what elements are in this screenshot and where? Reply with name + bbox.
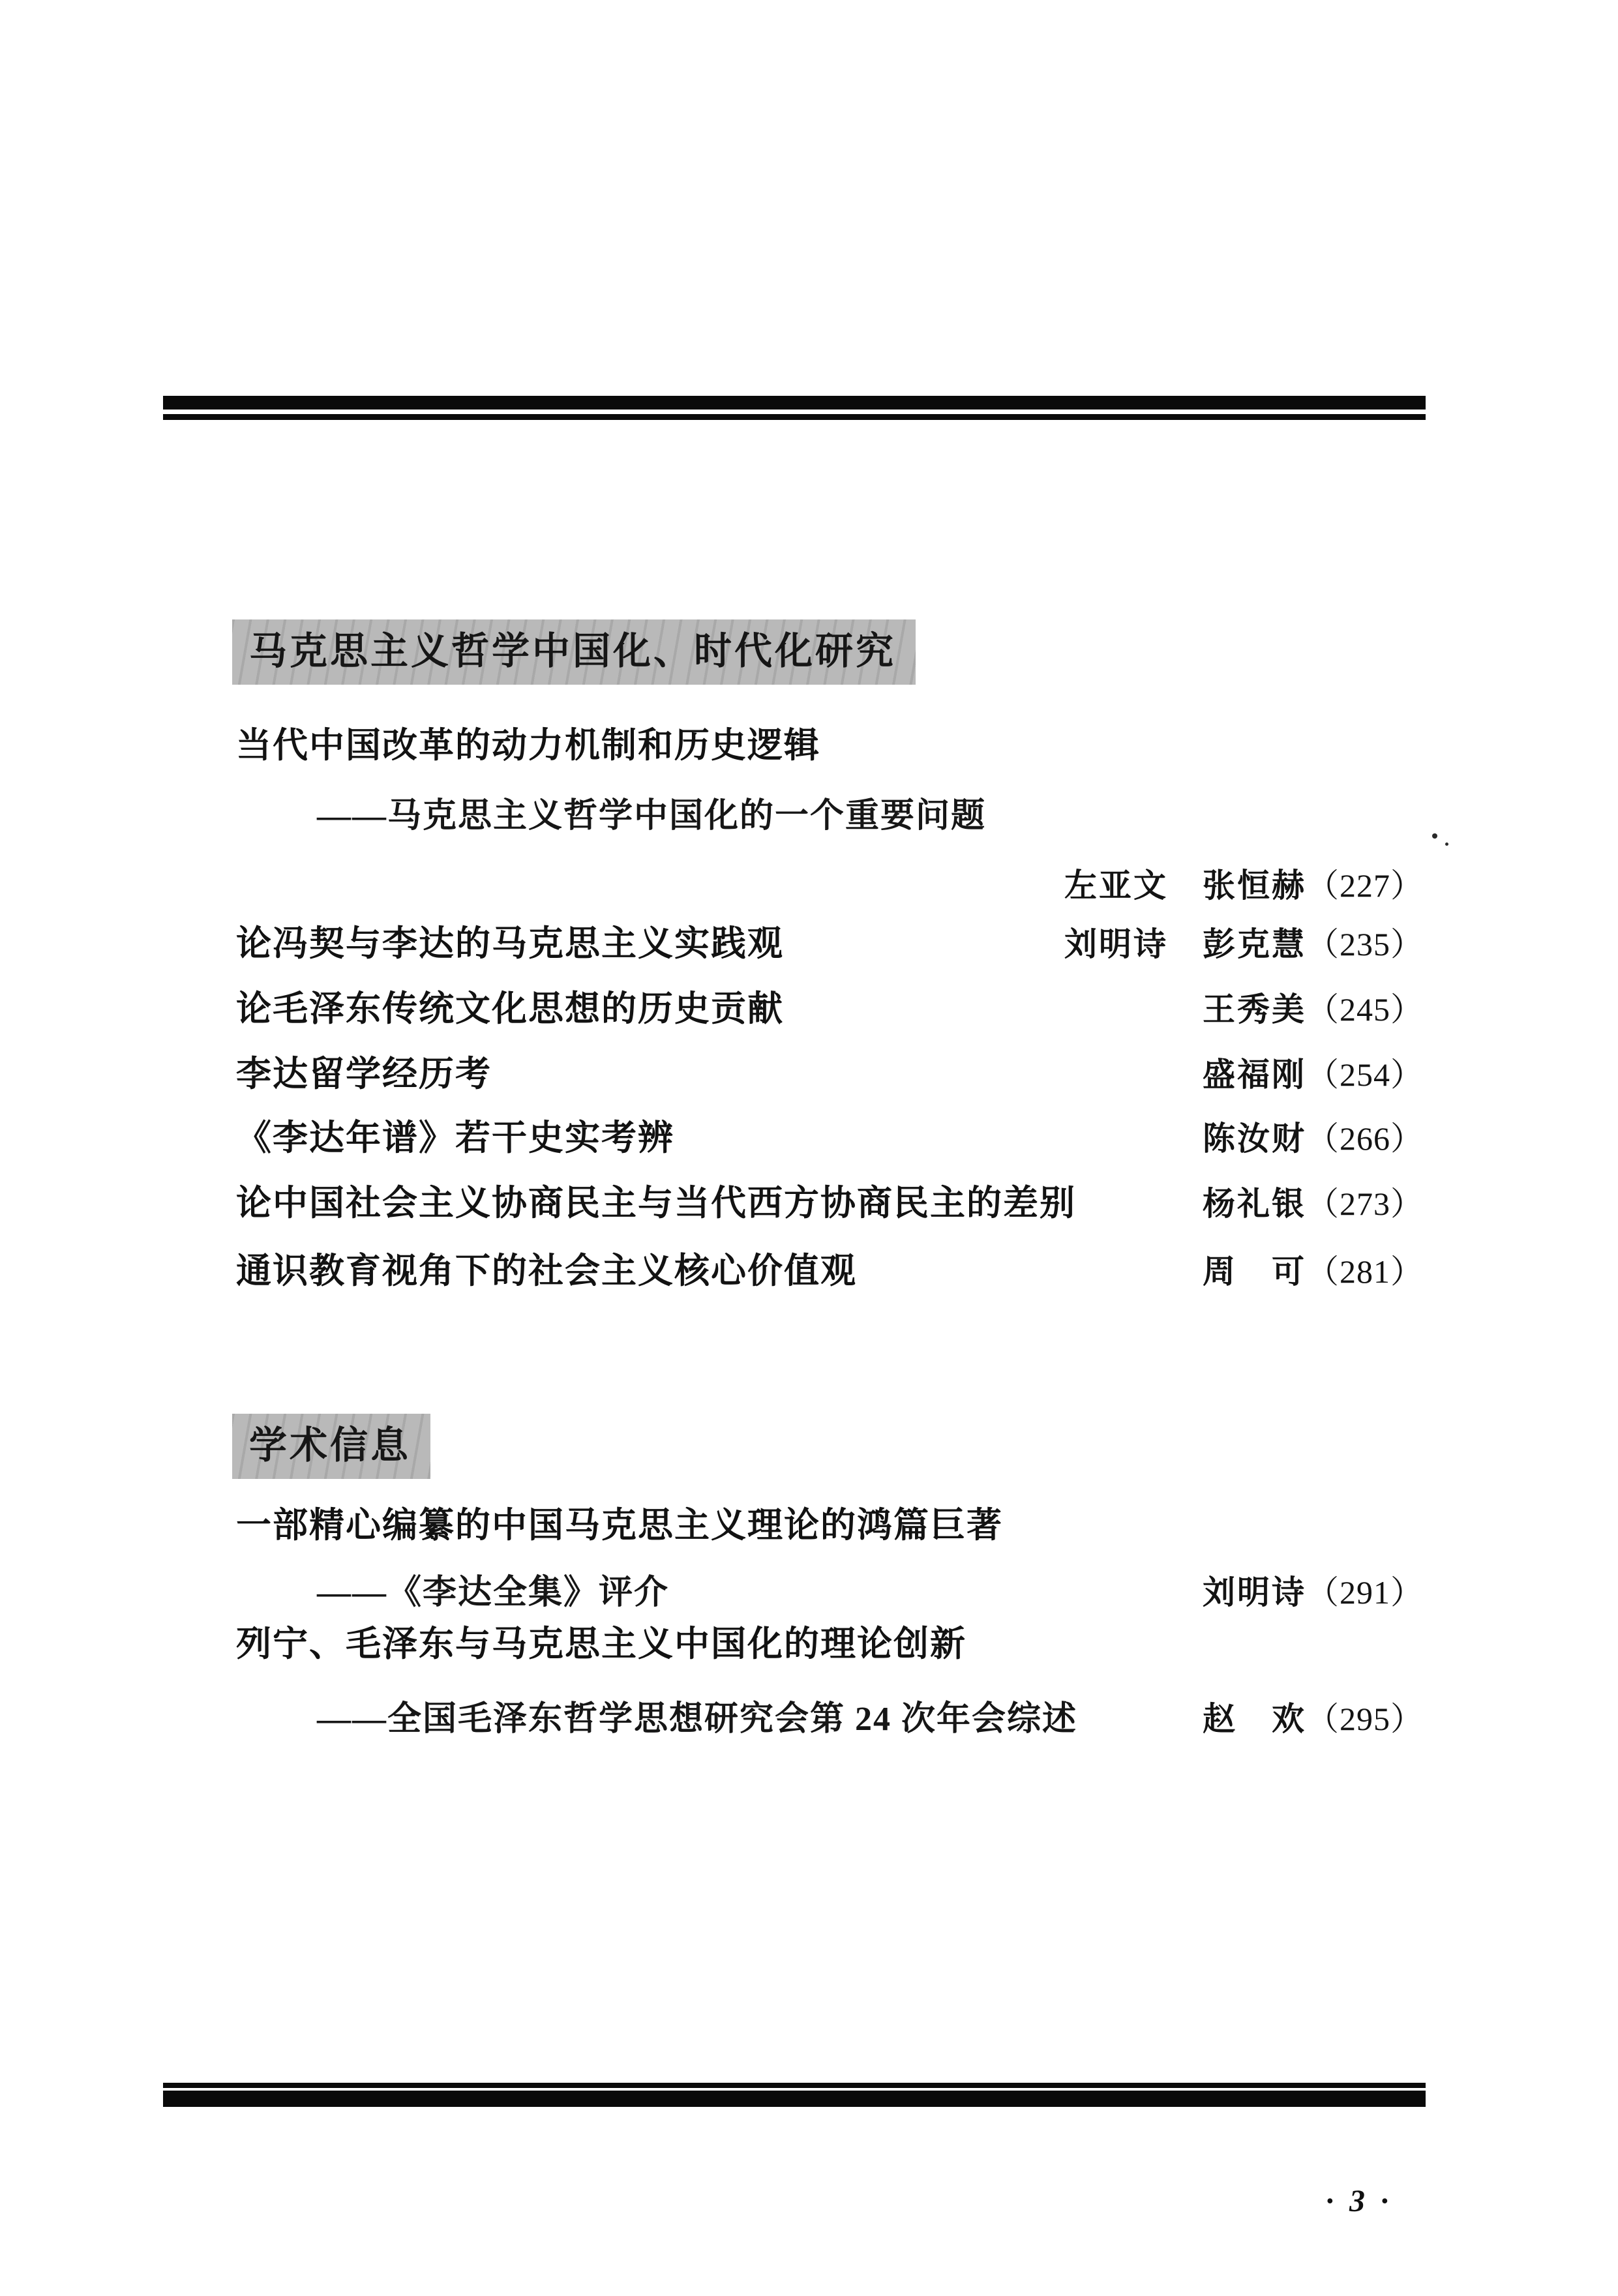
entry-authors-line	[1203, 1693, 1424, 1740]
toc-row	[236, 1112, 1424, 1159]
toc-row	[236, 983, 1424, 1030]
section-header-academic-info	[232, 1414, 430, 1479]
entry-title: 论冯契与李达的马克思主义实践观	[236, 924, 784, 963]
entry-title: 论毛泽东传统文化思想的历史贡献	[236, 989, 784, 1028]
entry-authors-line	[1203, 1049, 1424, 1096]
toc-row	[317, 1566, 1424, 1613]
toc-row	[236, 918, 1424, 965]
section-header-marxism-sinicization	[232, 619, 916, 685]
page-number-folio: · 3 ·	[1326, 2184, 1392, 2218]
entry-subtitle: ——《李达全集》评介	[317, 1574, 670, 1611]
entry-subtitle: ——全国毛泽东哲学思想研究会第 24 次年会综述	[317, 1701, 1078, 1738]
entry-authors: 周 可	[1203, 1253, 1306, 1290]
toc-row	[317, 1693, 1424, 1740]
entry-authors: 刘明诗 彭克慧	[1064, 926, 1306, 962]
bottom-rule-thin	[163, 2083, 1426, 2088]
entry-authors: 王秀美	[1203, 991, 1306, 1028]
entry-page-number: （273）	[1306, 1185, 1424, 1222]
entry-page-number: （235）	[1306, 926, 1424, 962]
bottom-rule-thick	[163, 2091, 1426, 2107]
entry-authors: 陈汝财	[1203, 1120, 1306, 1157]
entry-authors: 左亚文 张恒赫	[1064, 867, 1306, 904]
toc-row	[236, 1049, 1424, 1096]
entry-page-number: （254）	[1306, 1056, 1424, 1093]
entry-title: 李达留学经历考	[236, 1054, 492, 1094]
section-header-label: 马克思主义哲学中国化、时代化研究	[249, 630, 897, 672]
entry-authors: 盛福刚	[1203, 1056, 1306, 1093]
entry-authors: 刘明诗	[1203, 1574, 1306, 1611]
entry-authors-line	[1203, 1112, 1424, 1159]
top-rule-thin	[163, 414, 1426, 420]
entry-authors-line	[1064, 859, 1424, 906]
entry-title: 一部精心编纂的中国马克思主义理论的鸿篇巨著	[236, 1506, 1003, 1545]
entry-subtitle: ——马克思主义哲学中国化的一个重要问题	[317, 798, 987, 835]
entry-page-number: （291）	[1306, 1574, 1424, 1611]
entry-authors-line	[1203, 1245, 1424, 1292]
toc-row	[236, 1245, 1424, 1292]
entry-page-number: （227）	[1306, 867, 1424, 904]
top-rule-thick	[163, 396, 1426, 410]
scan-speck	[1432, 833, 1437, 839]
entry-title: 通识教育视角下的社会主义核心价值观	[236, 1251, 857, 1290]
entry-authors-line	[1203, 1178, 1424, 1225]
section-header-label: 学术信息	[249, 1424, 412, 1467]
entry-title: 论中国社会主义协商民主与当代西方协商民主的差别	[236, 1184, 1076, 1223]
entry-title: 列宁、毛泽东与马克思主义中国化的理论创新	[236, 1624, 966, 1663]
entry-page-number: （266）	[1306, 1120, 1424, 1157]
entry-authors-line	[1203, 983, 1424, 1030]
entry-page-number: （245）	[1306, 991, 1424, 1028]
entry-page-number: （281）	[1306, 1253, 1424, 1290]
scan-speck	[1445, 842, 1448, 846]
entry-authors-line	[1203, 1566, 1424, 1613]
entry-page-number: （295）	[1306, 1701, 1424, 1737]
entry-title: 《李达年谱》若干史实考辨	[236, 1118, 674, 1157]
entry-authors-line	[1064, 918, 1424, 965]
entry-authors: 赵 欢	[1203, 1701, 1306, 1737]
entry-title: 当代中国改革的动力机制和历史逻辑	[236, 726, 820, 765]
entry-authors: 杨礼银	[1203, 1185, 1306, 1222]
toc-row	[236, 1178, 1424, 1225]
